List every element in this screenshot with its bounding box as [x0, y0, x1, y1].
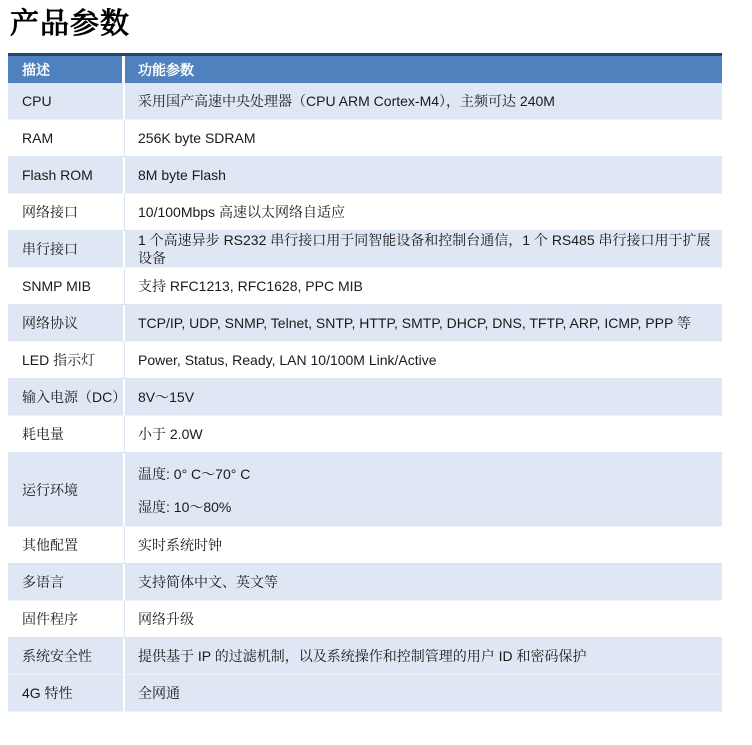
- row-label: SNMP MIB: [8, 268, 125, 305]
- table-row: [8, 601, 722, 638]
- row-value: 小于 2.0W: [125, 416, 722, 453]
- row-label: LED 指示灯: [8, 342, 125, 379]
- header-cell-description: 描述: [8, 56, 125, 83]
- row-value-line: 温度: 0° C～70° C: [138, 466, 251, 482]
- row-value: Power, Status, Ready, LAN 10/100M Link/Active: [125, 342, 722, 379]
- row-value-line: 湿度: 10～80%: [138, 499, 232, 515]
- table-row: [8, 305, 722, 342]
- table-row: [8, 453, 722, 527]
- row-value: 提供基于 IP 的过滤机制，以及系统操作和控制管理的用户 ID 和密码保护: [125, 638, 722, 675]
- row-label: 多语言: [8, 564, 125, 601]
- table-row: [8, 638, 722, 675]
- row-value: 支持 RFC1213, RFC1628, PPC MIB: [125, 268, 722, 305]
- table-row: [8, 342, 722, 379]
- table-row: [8, 527, 722, 564]
- table-row: [8, 157, 722, 194]
- table-body: [8, 83, 722, 712]
- table-row: [8, 675, 722, 712]
- row-label: CPU: [8, 83, 125, 120]
- table-row: [8, 379, 722, 416]
- table-row: [8, 120, 722, 157]
- row-label: 串行接口: [8, 231, 125, 268]
- table-row: [8, 564, 722, 601]
- table-row: [8, 231, 722, 268]
- table-row: [8, 83, 722, 120]
- row-value: 10/100Mbps 高速以太网络自适应: [125, 194, 722, 231]
- row-label: 4G 特性: [8, 675, 125, 712]
- row-value: 采用国产高速中央处理器（CPU ARM Cortex-M4），主频可达 240M: [125, 83, 722, 120]
- row-label: 输入电源（DC）: [8, 379, 125, 416]
- row-value: [125, 453, 722, 527]
- table-row: [8, 194, 722, 231]
- header-cell-parameters: 功能参数: [138, 61, 194, 78]
- table-header-row: [8, 53, 722, 83]
- row-value: 支持简体中文、英文等: [125, 564, 722, 601]
- row-label: RAM: [8, 120, 125, 157]
- row-value: 实时系统时钟: [125, 527, 722, 564]
- row-label: 网络协议: [8, 305, 125, 342]
- row-label: 其他配置: [8, 527, 125, 564]
- row-value: 256K byte SDRAM: [125, 120, 722, 157]
- row-label: 运行环境: [8, 453, 125, 527]
- row-value: TCP/IP, UDP, SNMP, Telnet, SNTP, HTTP, SMTP, DHCP, DNS, TFTP, ARP, ICMP, PPP 等: [125, 305, 722, 342]
- page-title: 产品参数: [10, 6, 131, 40]
- spec-table: [8, 53, 722, 712]
- row-label: 网络接口: [8, 194, 125, 231]
- row-value: 全网通: [125, 675, 722, 712]
- row-label: 系统安全性: [8, 638, 125, 675]
- row-value: 8V～15V: [125, 379, 722, 416]
- row-label: 耗电量: [8, 416, 125, 453]
- table-row: [8, 416, 722, 453]
- table-row: [8, 268, 722, 305]
- row-value: 8M byte Flash: [125, 157, 722, 194]
- row-label: Flash ROM: [8, 157, 125, 194]
- row-value: 网络升级: [125, 601, 722, 638]
- row-value: 1 个高速异步 RS232 串行接口用于同智能设备和控制台通信，1 个 RS485 串行接口用于扩展设备: [125, 231, 722, 268]
- row-label: 固件程序: [8, 601, 125, 638]
